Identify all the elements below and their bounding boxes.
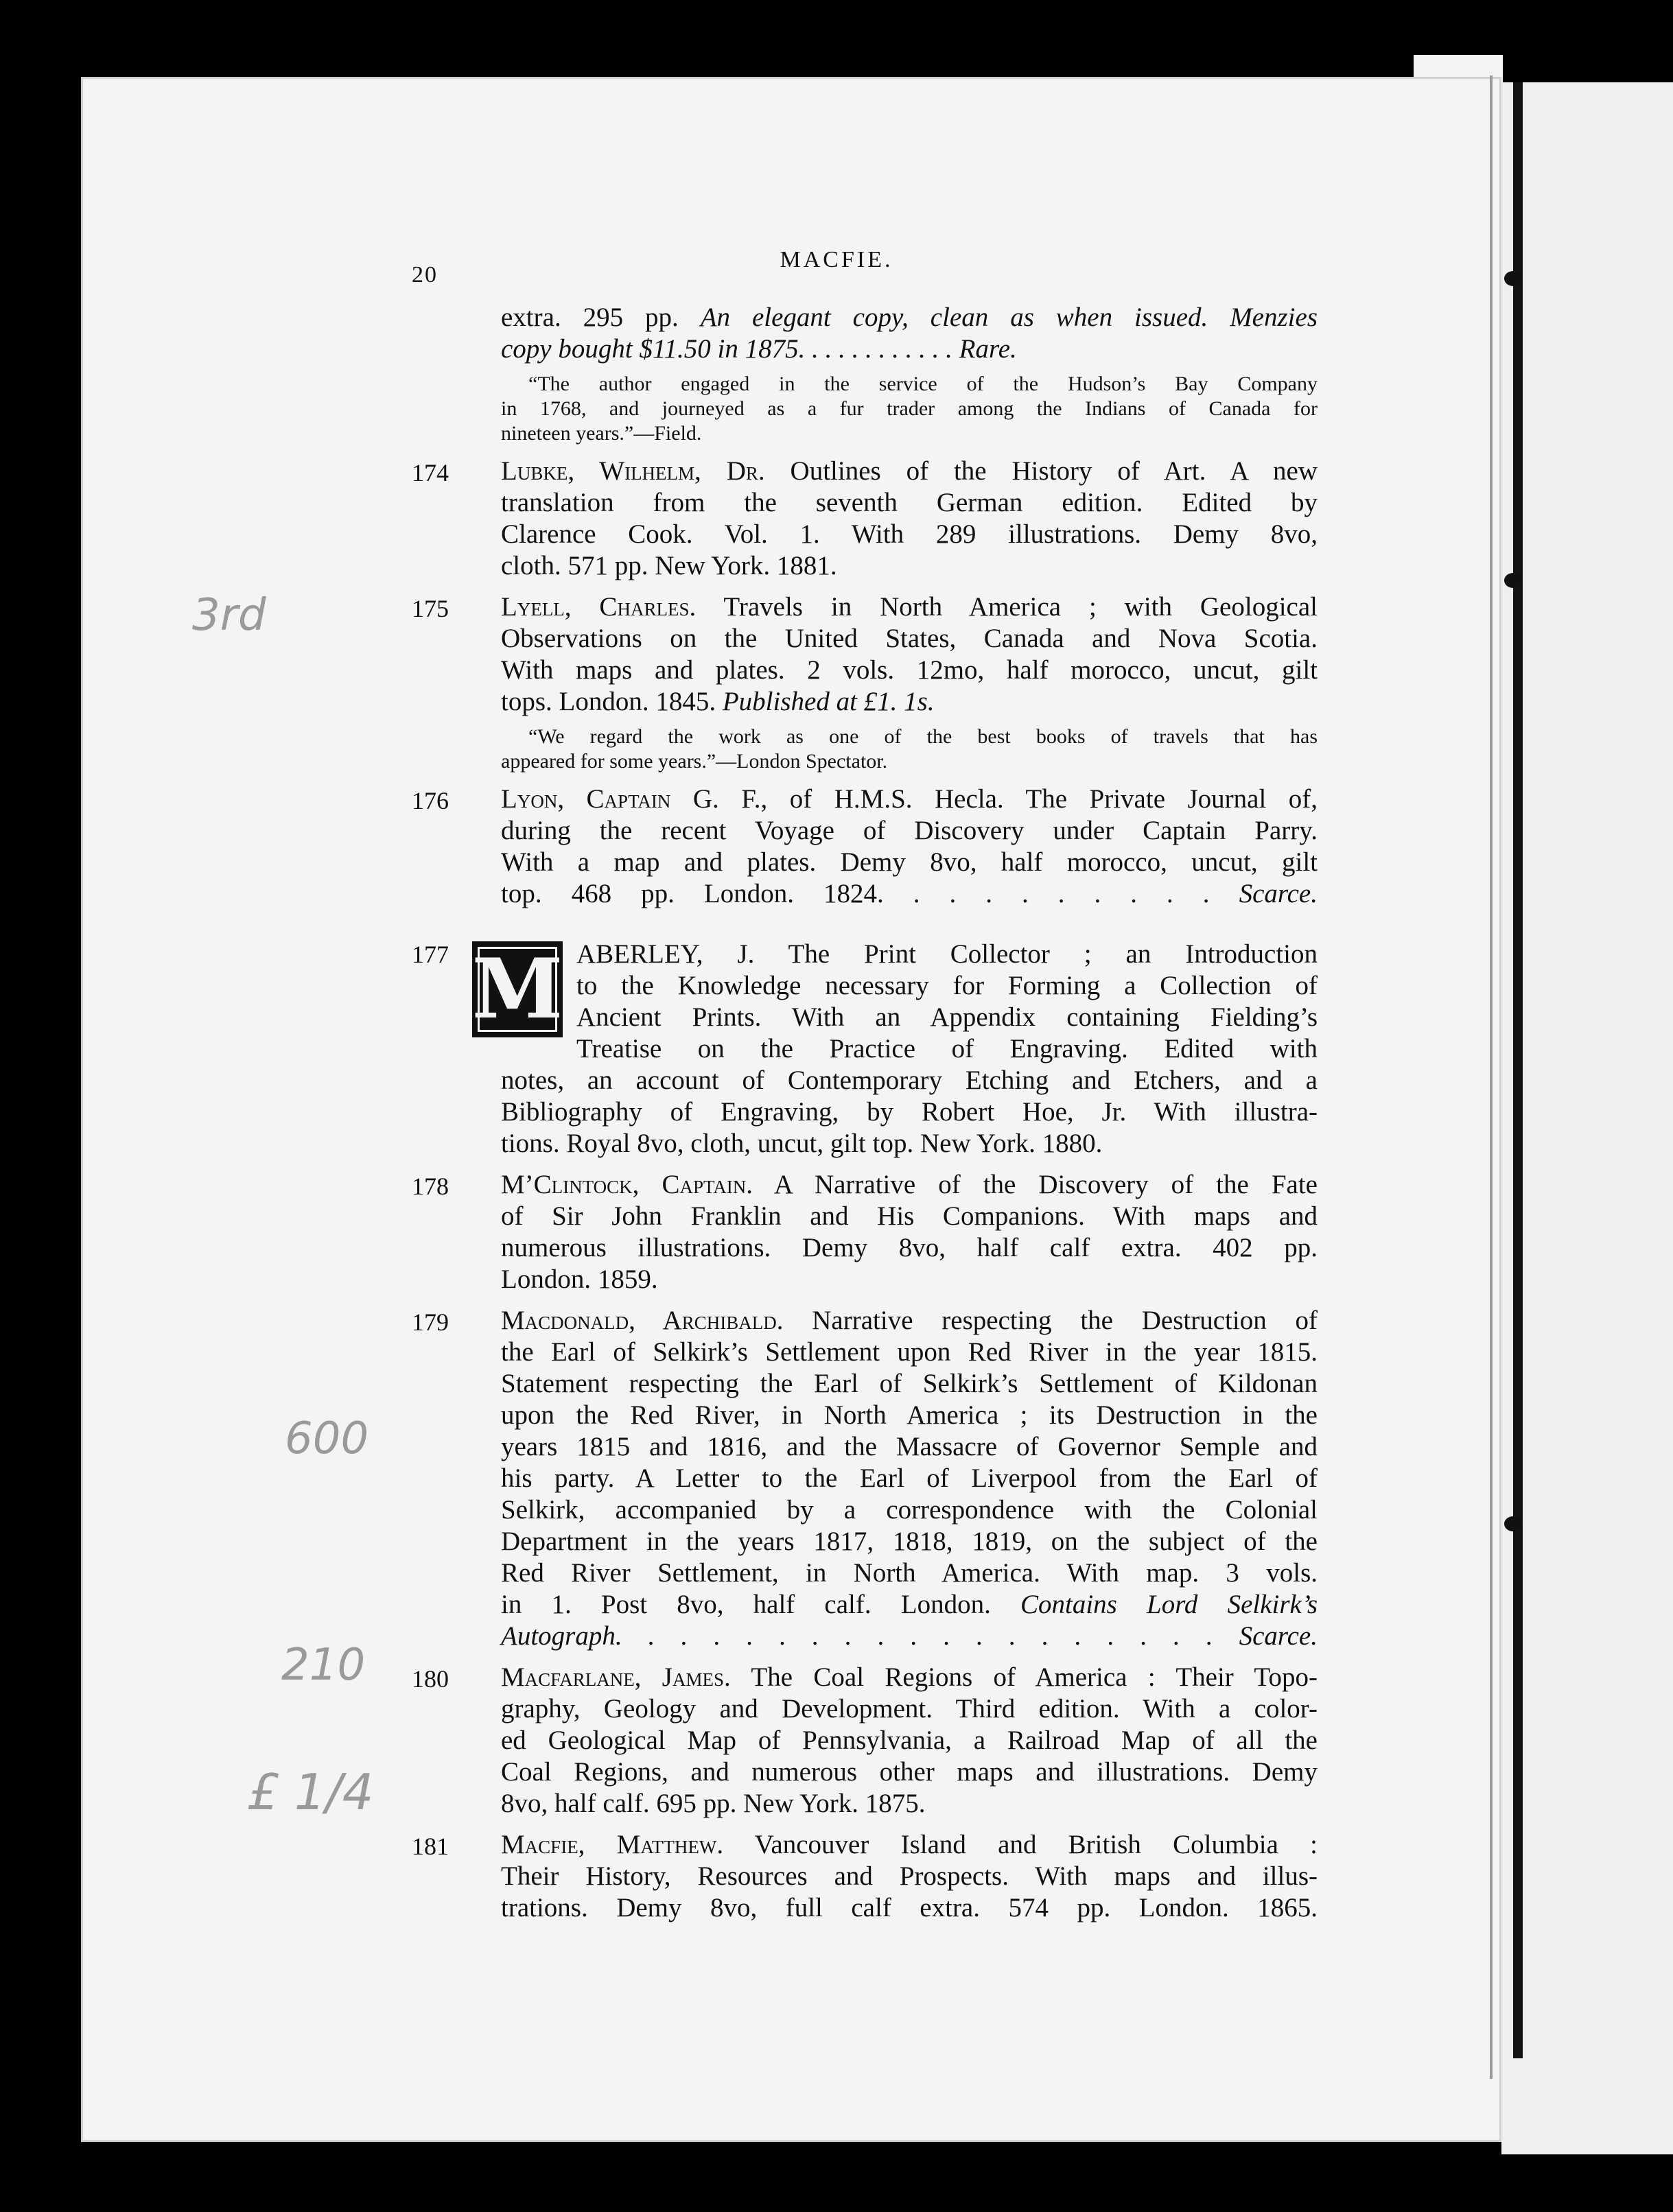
entry-line: London. 1859. — [501, 1264, 658, 1294]
entry-line: tions. Royal 8vo, cloth, uncut, gilt top. New York. 1880. — [501, 1129, 1103, 1158]
handwritten-annotation: 600 — [285, 1413, 369, 1464]
entry-line: Red River Settlement, in North America. With map. 3 vols. — [501, 1558, 1318, 1588]
entry-line: Selkirk, accompanied by a correspondence with the Colonial — [501, 1495, 1318, 1525]
entry-line: top. 468 pp. London. 1824. . . . . . . . . . Scarce. — [501, 879, 1318, 908]
entry-number: 177 — [412, 941, 449, 968]
entry-number: 176 — [412, 787, 449, 814]
entry-line: graphy, Geology and Development. Third edition. With a color- — [501, 1694, 1318, 1723]
entry-line: notes, an account of Contemporary Etching and Etchers, and a — [501, 1066, 1318, 1095]
handwritten-annotation: 210 — [281, 1640, 366, 1691]
review-quote: in 1768, and journeyed as a fur trader among the Indians of Canada for — [501, 397, 1318, 420]
entry-author: Lyell, Charles. — [501, 592, 697, 622]
handwritten-annotation: £ 1/4 — [247, 1763, 374, 1821]
entry-line: ed Geological Map of Pennsylvania, a Railroad Map of all the — [501, 1726, 1318, 1755]
page-number: 20 — [412, 262, 438, 287]
entry-line: upon the Red River, in North America ; its Destruction in the — [501, 1400, 1318, 1430]
page-edge — [1490, 75, 1493, 2079]
entry-number: 174 — [412, 459, 449, 486]
entry-line: 178 M’Clintock, Captain. A Narrative of the Discovery of the Fate — [412, 1169, 1318, 1201]
entry-line: With maps and plates. 2 vols. 12mo, half morocco, uncut, gilt — [501, 655, 1318, 685]
binding-pin — [1504, 1516, 1522, 1531]
entry-line: extra. 295 pp. An elegant copy, clean as when issued. Menzies — [501, 303, 1318, 332]
entry-line: Coal Regions, and numerous other maps and illustrations. Demy — [501, 1757, 1318, 1787]
catalogue-entry-178 — [412, 1169, 1318, 1295]
review-quote: “We regard the work as one of the best books of travels that has — [528, 725, 1318, 748]
entry-line: 179 Macdonald, Archibald. Narrative respecting the Destruction of — [412, 1305, 1318, 1337]
entry-author: Lubke, Wilhelm, Dr. — [501, 456, 765, 486]
entry-author: Macfie, Matthew. — [501, 1830, 724, 1859]
entry-line: Autograph. . . . . . . . . . . . . . . . . . . Scarce. — [501, 1621, 1318, 1651]
entry-line: Treatise on the Practice of Engraving. Edited with — [576, 1034, 1318, 1063]
entry-line: the Earl of Selkirk’s Settlement upon Red River in the year 1815. — [501, 1337, 1318, 1367]
binding-pin — [1504, 573, 1522, 588]
entry-line: tops. London. 1845. Published at £1. 1s. — [501, 687, 935, 716]
entry-line: 174 Lubke, Wilhelm, Dr. Outlines of the History of Art. A new — [412, 456, 1318, 487]
entry-number: 179 — [412, 1308, 449, 1336]
catalogue-entry-179 — [412, 1305, 1318, 1652]
entry-line: Clarence Cook. Vol. 1. With 289 illustrations. Demy 8vo, — [501, 519, 1318, 549]
entry-line: ABERLEY, J. The Print Collector ; an Introduction — [576, 939, 1318, 969]
entry-line: Ancient Prints. With an Appendix containing Fielding’s — [576, 1002, 1318, 1032]
handwritten-annotation: 3rd — [192, 590, 266, 641]
ornamental-initial: M — [471, 941, 563, 1037]
catalogue-entry-176 — [412, 784, 1318, 910]
entry-line: in 1. Post 8vo, half calf. London. Contains Lord Selkirk’s — [501, 1590, 1318, 1619]
entry-line: trations. Demy 8vo, full calf extra. 574 pp. London. 1865. — [501, 1893, 1318, 1922]
entry-line: during the recent Voyage of Discovery under Captain Parry. — [501, 816, 1318, 845]
entry-line: Observations on the United States, Canada and Nova Scotia. — [501, 624, 1318, 653]
entry-author: Lyon, Captain G. F., — [501, 784, 768, 814]
entry-line: to the Knowledge necessary for Forming a Collection of — [576, 971, 1318, 1000]
entry-line: his party. A Letter to the Earl of Liverpool from the Earl of — [501, 1463, 1318, 1493]
entry-number: 175 — [412, 595, 449, 622]
review-quote: “The author engaged in the service of the Hudson’s Bay Company — [528, 373, 1318, 395]
entry-line: of Sir John Franklin and His Companions. With maps and — [501, 1201, 1318, 1231]
entry-line: 8vo, half calf. 695 pp. New York. 1875. — [501, 1789, 926, 1818]
review-quote: appeared for some years.”—London Spectator. — [501, 750, 888, 773]
binding-gutter — [1513, 82, 1523, 2058]
entry-number: 180 — [412, 1665, 449, 1693]
review-quote: nineteen years.”—Field. — [501, 422, 702, 445]
entry-line: Statement respecting the Earl of Selkirk’s Settlement of Kildonan — [501, 1369, 1318, 1398]
entry-line: 181 Macfie, Matthew. Vancouver Island and British Columbia : — [412, 1829, 1318, 1861]
catalogue-entry-175 — [412, 591, 1318, 774]
entry-line: copy bought $11.50 in 1875. . . . . . . . . . . . Rare. — [501, 334, 1017, 364]
entry-line: numerous illustrations. Demy 8vo, half calf extra. 402 pp. — [501, 1233, 1318, 1262]
entry-author: Macdonald, Archibald. — [501, 1306, 784, 1335]
entry-line: translation from the seventh German edition. Edited by — [501, 488, 1318, 517]
catalogue-entry-180 — [412, 1662, 1318, 1820]
entry-line: With a map and plates. Demy 8vo, half morocco, uncut, gilt — [501, 847, 1318, 877]
entry-line: 175 Lyell, Charles. Travels in North America ; with Geological — [412, 591, 1318, 623]
adjacent-page — [1501, 82, 1673, 2154]
entry-line: Their History, Resources and Prospects. With maps and illus- — [501, 1861, 1318, 1891]
entry-continuation — [412, 302, 1318, 446]
running-head: MACFIE. — [780, 247, 893, 272]
entry-line: Department in the years 1817, 1818, 1819, on the subject of the — [501, 1527, 1318, 1556]
catalogue-entry-181 — [412, 1829, 1318, 1924]
entry-number: 181 — [412, 1833, 449, 1860]
entry-line: years 1815 and 1816, and the Massacre of Governor Semple and — [501, 1432, 1318, 1461]
entry-author: Macfarlane, James. — [501, 1662, 731, 1692]
entry-line: 176 Lyon, Captain G. F., of H.M.S. Hecla. The Private Journal of, — [412, 784, 1318, 815]
catalogue-entry-177 — [412, 939, 1318, 1160]
entry-line: 180 Macfarlane, James. The Coal Regions of America : Their Topo- — [412, 1662, 1318, 1693]
entry-line: cloth. 571 pp. New York. 1881. — [501, 551, 837, 580]
catalogue-entry-174 — [412, 456, 1318, 582]
entry-author: M’Clintock, Captain. — [501, 1170, 753, 1199]
binding-pin — [1504, 271, 1522, 286]
catalogue-entries — [412, 302, 1318, 1924]
entry-line: Bibliography of Engraving, by Robert Hoe, Jr. With illustra- — [501, 1097, 1318, 1127]
entry-number: 178 — [412, 1173, 449, 1200]
